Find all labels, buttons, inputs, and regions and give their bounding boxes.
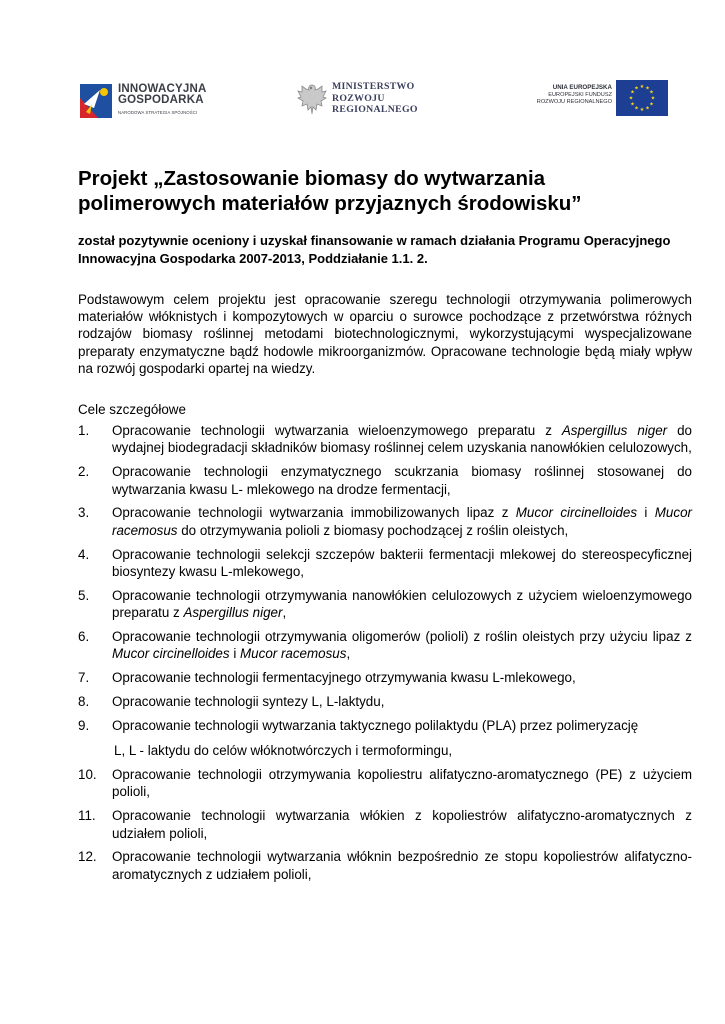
list-item [78, 766, 692, 801]
list-item-text: Opracowanie technologii enzymatycznego scukrzania biomasy roślinnej stosowanej do wytwarzania kwasu L- mlekowego na drodze fermentacji, [112, 464, 692, 497]
list-item-text: Opracowanie technologii otrzymywania kopoliestru alifatyczno-aromatycznego (PE) z użyciem polioli, [112, 767, 692, 800]
ministerstwo-wordmark [332, 81, 418, 116]
logo-unia-europejska [516, 78, 668, 124]
list-item-number: 5. [78, 587, 90, 603]
logo-mrr-line1: MINISTERSTWO [332, 81, 415, 92]
logo-mrr-line3: REGIONALNEGO [332, 104, 418, 115]
list-item [78, 546, 692, 581]
svg-text:★: ★ [639, 107, 645, 113]
svg-text:★: ★ [634, 105, 639, 112]
funding-statement: został pozytywnie oceniony i uzyskał finansowanie w ramach działania Programu Operacyjnego Innowacyjna Gospodarka 2007-2013, Poddziałanie 1.1. 2. [78, 233, 671, 266]
svg-text:★: ★ [645, 85, 650, 92]
list-item-text: Opracowanie technologii otrzymywania oligomerów (polioli) z roślin oleistych przy użyciu lipaz z Mucor circinelloides i Mucor racemosus, [112, 629, 692, 662]
list-item [78, 848, 692, 883]
svg-text:★: ★ [649, 101, 654, 108]
list-item-number: 1. [78, 423, 90, 438]
list-item [78, 717, 692, 760]
svg-text:★: ★ [630, 89, 635, 96]
svg-text:★: ★ [639, 84, 645, 90]
list-item-text: Opracowanie technologii fermentacyjnego otrzymywania kwasu L-mlekowego, [112, 670, 576, 686]
list-item [78, 463, 692, 498]
list-item [78, 587, 692, 622]
eu-flag-icon [616, 80, 668, 116]
list-item-text: Opracowanie technologii wytwarzania immobilizowanych lipaz z Mucor circinelloides i Mucor racemosus do otrzymywania polioli z biomasy pochodzącej z roślin oleistych, [112, 505, 692, 538]
list-item [78, 693, 692, 710]
svg-text:★: ★ [650, 95, 656, 102]
list-item [78, 669, 692, 686]
project-goal-paragraph: Podstawowym celem projektu jest opracowanie szeregu technologii otrzymywania polimerowych materiałów włóknistych i kompozytowych w oparciu o surowce pochodzące z przetwórstwa różnych rodzajów biomasy roślinnej metodami biotechnologicznymi, wykorzystującymi wyspecjalizowane preparaty enzymatyczne bądź hodowle mikroorganizmów. Opracowane technologie będą miały wpływ na rozwój gospodarki opartej na wiedzy. [78, 292, 692, 376]
list-item-number: 8. [78, 694, 90, 710]
list-item-number: 6. [78, 629, 90, 645]
list-item-number: 3. [78, 505, 90, 521]
logo-ue-line2: EUROPEJSKI FUNDUSZ [548, 91, 612, 98]
project-title: Projekt „Zastosowanie biomasy do wytwarzania polimerowych materiałów przyjaznych środowisku” [78, 167, 582, 215]
svg-text:★: ★ [645, 105, 650, 112]
logo-ig-line1: INNOWACYJNA [118, 83, 207, 95]
white-eagle-emblem-icon [296, 82, 328, 118]
logo-bar [78, 78, 668, 124]
list-item-text: Opracowanie technologii wytwarzania włókien z kopoliestrów alifatyczno-aromatycznych z udziałem polioli, [112, 808, 692, 841]
logo-ig-line2: GOSPODARKA [118, 94, 204, 106]
list-item-number: 10. [78, 767, 97, 783]
list-item [78, 628, 692, 663]
list-item [78, 422, 692, 457]
logo-mrr-line2: ROZWOJU [332, 92, 385, 104]
logo-ig-tagline: NARODOWA STRATEGIA SPÓJNOŚCI [118, 110, 198, 115]
svg-text:★: ★ [628, 95, 634, 102]
list-item-number: 4. [78, 546, 90, 562]
svg-text:★: ★ [630, 101, 635, 108]
list-item [78, 504, 692, 539]
list-item-number: 9. [78, 717, 90, 733]
list-item [78, 807, 692, 842]
logo-ue-line3: ROZWOJU REGIONALNEGO [536, 99, 612, 106]
list-item-text: Opracowanie technologii wytwarzania wieloenzymowego preparatu z Aspergillus niger do wydajnej biodegradacji składników biomasy roślinnej celem uzyskania nanowłókien celulozowych, [112, 423, 692, 456]
logo-ministerstwo-rozwoju-regionalnego [296, 78, 426, 124]
svg-text:★: ★ [649, 89, 654, 96]
innowacyjna-gospodarka-wordmark [118, 84, 206, 106]
list-item-text: Opracowanie technologii wytwarzania taktycznego polilaktydu (PLA) przez polimeryzację L, L - laktydu do celów włóknotwórczych i termoformingu, [112, 717, 639, 759]
logo-ue-line1: UNIA EUROPEJSKA [552, 84, 612, 91]
list-item-number: 2. [78, 464, 90, 480]
detailed-goals-list [78, 422, 692, 890]
svg-text:★: ★ [634, 85, 639, 92]
list-item-text: Opracowanie technologii selekcji szczepów bakterii fermentacji mlekowej do stereospecyficznej biosyntezy kwasu L-mlekowego, [112, 546, 692, 580]
innowacyjna-gospodarka-emblem-icon [78, 82, 114, 120]
list-item-text: Opracowanie technologii otrzymywania nanowłókien celulozowych z użyciem wieloenzymowego preparatu z Aspergillus niger, [112, 587, 692, 621]
detailed-goals-heading: Cele szczegółowe [78, 402, 186, 417]
list-item-text: Opracowanie technologii wytwarzania włóknin bezpośrednio ze stopu kopoliestrów alifatyczno-aromatycznych z udziałem polioli, [112, 849, 692, 882]
list-item-number: 12. [78, 849, 97, 865]
list-item-number: 7. [78, 670, 90, 686]
logo-innowacyjna-gospodarka [78, 78, 228, 124]
list-item-number: 11. [78, 808, 96, 824]
list-item-text: Opracowanie technologii syntezy L, L-laktydu, [112, 694, 385, 710]
unia-europejska-wordmark [516, 84, 612, 107]
